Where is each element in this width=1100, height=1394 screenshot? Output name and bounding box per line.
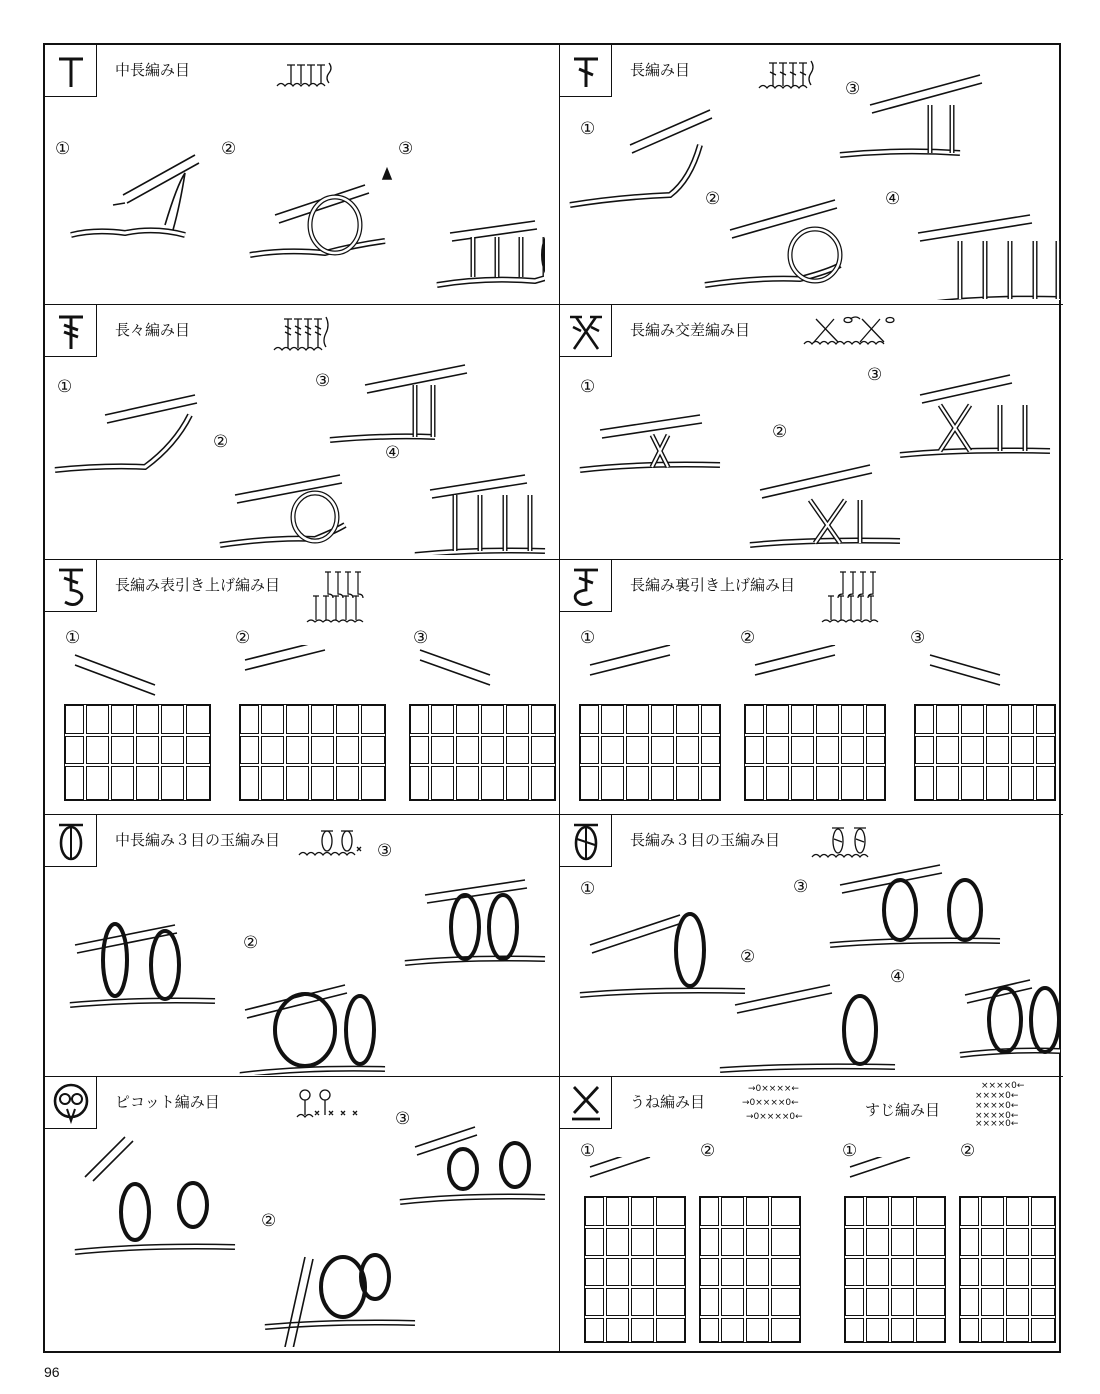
panel-title-b: すじ編み目 <box>865 1101 941 1119</box>
step-2-label: ② <box>243 933 259 953</box>
bp-symbol-icon <box>560 560 612 612</box>
step-1-label: ① <box>65 628 81 648</box>
step-3-label: ③ <box>398 139 414 159</box>
step-illustration <box>45 1117 560 1347</box>
panel-hdc-bobble <box>45 815 560 1077</box>
step-1-label: ① <box>57 377 73 397</box>
step-4-label: ④ <box>885 189 901 209</box>
step-3-label: ③ <box>845 79 861 99</box>
panel-title: うね編み目 <box>630 1093 706 1111</box>
ridge-symbol-icon <box>560 1077 612 1129</box>
step-illustration <box>560 845 1063 1075</box>
svg-text:→0××××←: →0××××← <box>748 1084 799 1094</box>
step-4-label: ④ <box>385 443 401 463</box>
panel-title: 長編み交差編み目 <box>630 321 751 339</box>
step-2-label: ② <box>261 1211 277 1231</box>
step-3-label: ③ <box>377 841 393 861</box>
step-1-label: ① <box>580 1141 596 1161</box>
svg-text:××××0←: ××××0← <box>975 1101 1019 1111</box>
step-2-label: ② <box>740 947 756 967</box>
step-2-label: ② <box>740 628 756 648</box>
panel-dc <box>560 45 1063 305</box>
stitch-guide-sheet <box>43 43 1061 1353</box>
step-2-label: ② <box>221 139 237 159</box>
step-1-label: ① <box>580 879 596 899</box>
step-3-label: ③ <box>413 628 429 648</box>
step-illustration <box>45 645 560 810</box>
step-illustration <box>45 325 560 555</box>
svg-text:××××0←: ××××0← <box>981 1081 1025 1091</box>
hdc-symbol-icon <box>45 45 97 97</box>
panel-title: ピコット編み目 <box>115 1093 220 1111</box>
step-2-label: ② <box>705 189 721 209</box>
step-2-label: ② <box>772 422 788 442</box>
panel-hdc <box>45 45 560 305</box>
step-1-label: ① <box>55 139 71 159</box>
panel-dc-bobble <box>560 815 1063 1077</box>
panel-title: 長編み裏引き上げ編み目 <box>630 576 796 594</box>
step-2b-label: ② <box>960 1141 976 1161</box>
stitch-chart-back-loop <box>975 1079 1047 1127</box>
panel-dc-cross <box>560 305 1063 560</box>
step-illustration <box>560 645 1063 810</box>
svg-text:→0××××0←: →0××××0← <box>742 1098 799 1108</box>
step-3-label: ③ <box>395 1109 411 1129</box>
panel-picot <box>45 1077 560 1351</box>
svg-text:→0××××0←: →0××××0← <box>746 1112 803 1122</box>
stitch-chart <box>303 566 373 626</box>
panel-title: 中長編み目 <box>115 61 191 79</box>
fp-symbol-icon <box>45 560 97 612</box>
panel-title: 中長編み３目の玉編み目 <box>115 831 281 849</box>
step-illustration <box>65 145 545 295</box>
step-3-label: ③ <box>867 365 883 385</box>
step-illustration <box>560 335 1063 555</box>
step-3-label: ③ <box>910 628 926 648</box>
panel-bpdc <box>560 560 1063 815</box>
stitch-chart <box>818 566 888 626</box>
stitch-chart <box>273 59 337 89</box>
step-3-label: ③ <box>315 371 331 391</box>
stitch-chart-ridge <box>742 1079 822 1127</box>
panel-title: 長編み３目の玉編み目 <box>630 831 781 849</box>
step-illustration <box>560 1157 1063 1347</box>
svg-text:××××0←: ××××0← <box>975 1091 1019 1101</box>
step-2-label: ② <box>235 628 251 648</box>
step-2-label: ② <box>213 432 229 452</box>
step-3-label: ③ <box>793 877 809 897</box>
step-2-label: ② <box>700 1141 716 1161</box>
panel-title: 長編み表引き上げ編み目 <box>115 576 281 594</box>
step-1-label: ① <box>580 377 596 397</box>
step-illustration <box>560 65 1060 300</box>
step-1-label: ① <box>580 628 596 648</box>
svg-text:××××0←: ××××0← <box>975 1111 1019 1121</box>
svg-text:××××0←: ××××0← <box>975 1119 1019 1127</box>
panel-tr <box>45 305 560 560</box>
step-illustration <box>45 845 560 1075</box>
step-1b-label: ① <box>842 1141 858 1161</box>
panel-fpdc <box>45 560 560 815</box>
step-1-label: ① <box>580 119 596 139</box>
page-number: 96 <box>44 1364 60 1380</box>
panel-title: 長々編み目 <box>115 321 191 339</box>
panel-ridge <box>560 1077 1063 1351</box>
stitch-chart <box>295 1085 367 1121</box>
step-4-label: ④ <box>890 967 906 987</box>
panel-title: 長編み目 <box>630 61 691 79</box>
